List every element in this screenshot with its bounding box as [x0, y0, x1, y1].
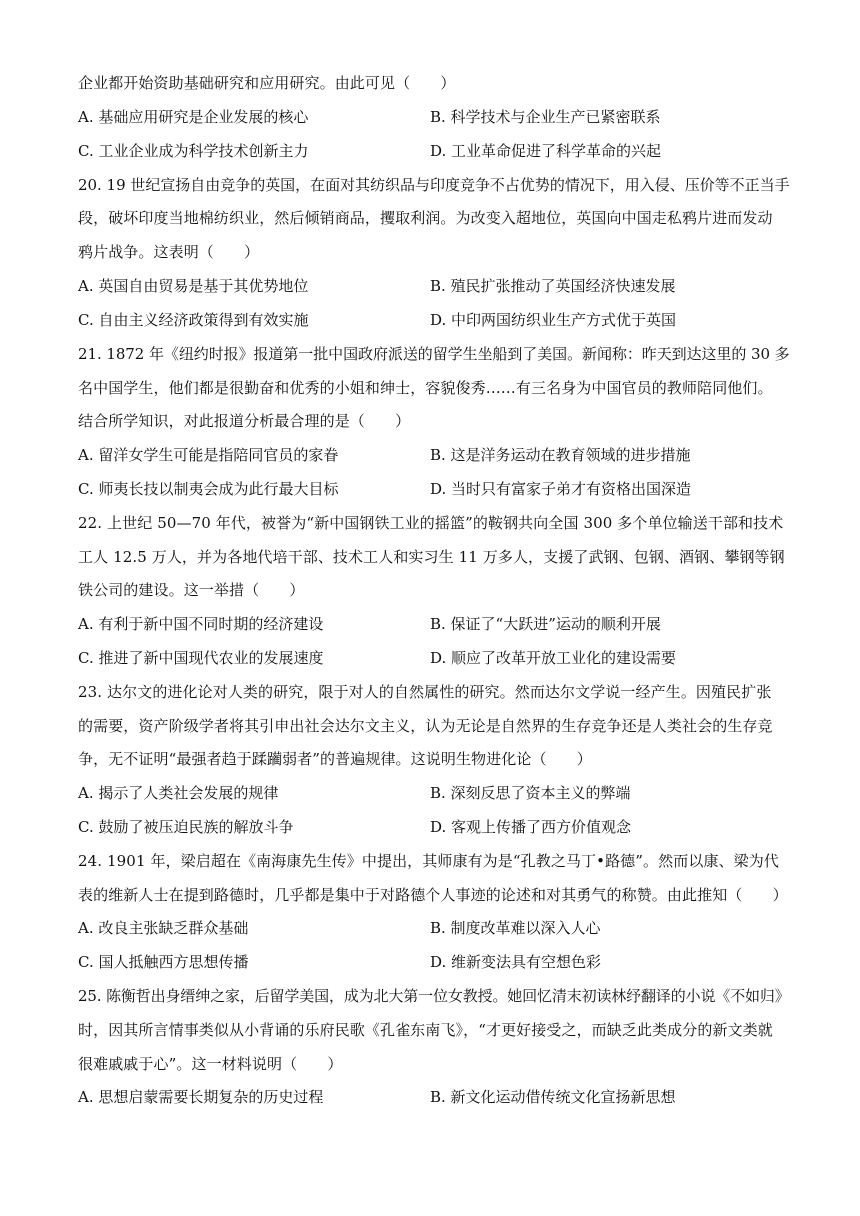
q20-option-c: C. 自由主义经济政策得到有效实施 [78, 311, 309, 329]
q19-option-b: B. 科学技术与企业生产已紧密联系 [430, 108, 661, 126]
q23-option-d: D. 客观上传播了西方价值观念 [430, 818, 632, 836]
q24-option-c: C. 国人抵触西方思想传播 [78, 953, 249, 971]
q20-stem-line-1: 20. 19 世纪宣扬自由竞争的英国，在面对其纺织品与印度竞争不占优势的情况下，用入侵、压价等不正当手 [78, 176, 790, 194]
q25-stem-line-1: 25. 陈衡哲出身缙绅之家，后留学美国，成为北大第一位女教授。她回忆清末初读林纾翻译的小说《不如归》 [78, 987, 790, 1005]
q25-option-a: A. 思想启蒙需要长期复杂的历史过程 [78, 1088, 324, 1106]
q21-option-c: C. 师夷长技以制夷会成为此行最大目标 [78, 480, 339, 498]
q19-option-d: D. 工业革命促进了科学革命的兴起 [430, 142, 662, 160]
q23-option-a: A. 揭示了人类社会发展的规律 [78, 784, 279, 802]
q25-stem-line-2: 时，因其所言情事类似从小背诵的乐府民歌《孔雀东南飞》，“才更好接受之，而缺乏此类成分的新文类就 [78, 1021, 773, 1039]
q23-stem-line-3: 争，无不证明“最强者趋于蹂躏弱者”的普遍规律。这说明生物进化论（ ） [78, 750, 592, 768]
q21-option-d: D. 当时只有富家子弟才有资格出国深造 [430, 480, 692, 498]
q20-option-d: D. 中印两国纺织业生产方式优于英国 [430, 311, 677, 329]
q20-stem-line-3: 鸦片战争。这表明（ ） [78, 243, 260, 261]
q23-option-b: B. 深刻反思了资本主义的弊端 [430, 784, 631, 802]
q24-stem-line-2: 表的维新人士在提到路德时，几乎都是集中于对路德个人事迹的论述和对其勇气的称赞。由此推知（ ） [78, 886, 788, 904]
q22-stem-line-3: 铁公司的建设。这一举措（ ） [78, 581, 305, 599]
q23-option-c: C. 鼓励了被压迫民族的解放斗争 [78, 818, 294, 836]
q22-option-a: A. 有利于新中国不同时期的经济建设 [78, 615, 324, 633]
q22-option-d: D. 顺应了改革开放工业化的建设需要 [430, 649, 677, 667]
q22-stem-line-1: 22. 上世纪 50—70 年代，被誉为“新中国钢铁工业的摇篮”的鞍钢共向全国 300 多个单位输送干部和技术 [78, 514, 784, 532]
q20-option-b: B. 殖民扩张推动了英国经济快速发展 [430, 277, 676, 295]
q23-stem-line-2: 的需要，资产阶级学者将其引申出社会达尔文主义，认为无论是自然界的生存竞争还是人类社会的生存竞 [78, 717, 773, 735]
q19-option-a: A. 基础应用研究是企业发展的核心 [78, 108, 309, 126]
q22-option-b: B. 保证了“大跃进”运动的顺利开展 [430, 615, 661, 633]
q24-stem-line-1: 24. 1901 年，梁启超在《南海康先生传》中提出，其师康有为是“孔教之马丁•路德”。然而以康、梁为代 [78, 852, 779, 870]
q20-stem-line-2: 段，破坏印度当地棉纺织业，然后倾销商品，攫取利润。为改变入超地位，英国向中国走私鸦片进而发动 [78, 209, 773, 227]
q24-option-a: A. 改良主张缺乏群众基础 [78, 919, 249, 937]
q21-option-a: A. 留洋女学生可能是指陪同官员的家眷 [78, 446, 339, 464]
q22-stem-line-2: 工人 12.5 万人，并为各地代培干部、技术工人和实习生 11 万多人，支援了武钢、包钢、酒钢、攀钢等钢 [78, 548, 785, 566]
q21-option-b: B. 这是洋务运动在教育领域的进步措施 [430, 446, 691, 464]
q25-stem-line-3: 很难戚戚于心”。这一材料说明（ ） [78, 1055, 343, 1073]
q21-stem-line-2: 名中国学生，他们都是很勤奋和优秀的小姐和绅士，容貌俊秀……有三名身为中国官员的教师陪同他们。 [78, 379, 773, 397]
q24-option-b: B. 制度改革难以深入人心 [430, 919, 601, 937]
q21-stem-line-3: 结合所学知识，对此报道分析最合理的是（ ） [78, 412, 411, 430]
q22-option-c: C. 推进了新中国现代农业的发展速度 [78, 649, 324, 667]
q21-stem-line-1: 21. 1872 年《纽约时报》报道第一批中国政府派送的留学生坐船到了美国。新闻称：昨天到达这里的 30 多 [78, 345, 790, 363]
q24-option-d: D. 维新变法具有空想色彩 [430, 953, 602, 971]
q20-option-a: A. 英国自由贸易是基于其优势地位 [78, 277, 309, 295]
q19-stem-end: 企业都开始资助基础研究和应用研究。由此可见（ ） [78, 74, 456, 92]
q19-option-c: C. 工业企业成为科学技术创新主力 [78, 142, 309, 160]
q25-option-b: B. 新文化运动借传统文化宣扬新思想 [430, 1088, 676, 1106]
q23-stem-line-1: 23. 达尔文的进化论对人类的研究，限于对人的自然属性的研究。然而达尔文学说一经产生。因殖民扩张 [78, 683, 772, 701]
